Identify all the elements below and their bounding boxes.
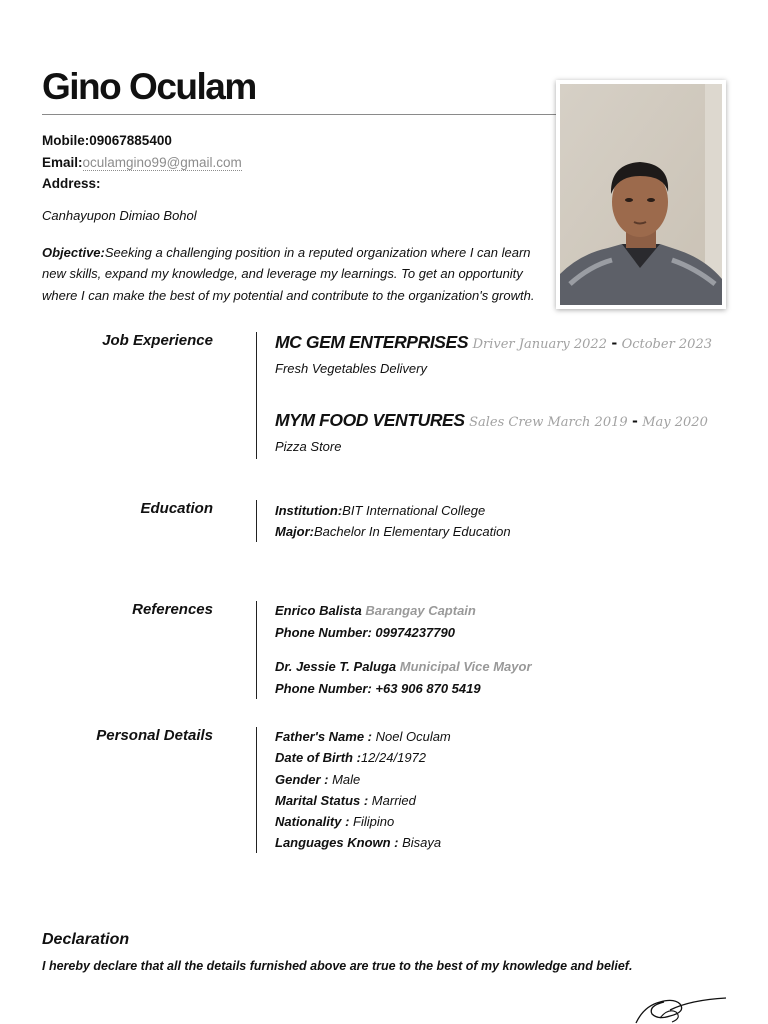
section-label-references: References (132, 601, 213, 618)
personal-value: Noel Oculam (372, 729, 451, 744)
section-label-education: Education (140, 500, 213, 517)
reference-entry (275, 600, 476, 644)
job-role: Sales Crew March 2019 (469, 415, 628, 430)
job-entry (275, 410, 708, 454)
personal-row (275, 726, 451, 747)
job-entry (275, 332, 712, 376)
address-value: Canhayupon Dimiao Bohol (42, 208, 197, 223)
personal-row (275, 832, 451, 853)
mobile-label: Mobile: (42, 133, 90, 148)
resume-name: Gino Oculam (42, 66, 256, 107)
email-line (42, 152, 242, 174)
major-value: Bachelor In Elementary Education (314, 524, 511, 540)
reference-phone: Phone Number: 09974237790 (275, 625, 455, 640)
personal-label: Marital Status : (275, 792, 369, 808)
address-line (42, 173, 242, 195)
declaration-title: Declaration (42, 931, 130, 948)
personal-row (275, 811, 451, 832)
job-description: Pizza Store (275, 439, 342, 454)
reference-name: Enrico Balista (275, 603, 362, 618)
institution-label: Institution: (275, 503, 343, 518)
reference-entry (275, 656, 532, 700)
reference-name: Dr. Jessie T. Paluga (275, 659, 397, 674)
personal-label: Father's Name : (275, 729, 373, 744)
major-label: Major: (275, 524, 314, 540)
institution-line (275, 500, 511, 521)
job-divider (256, 332, 257, 459)
personal-label: Nationality : (275, 814, 350, 830)
objective-label: Objective: (42, 245, 105, 260)
section-label-personal-details: Personal Details (96, 727, 213, 744)
personal-value: Male (328, 771, 361, 787)
personal-row (275, 769, 451, 790)
objective-text: Seeking a challenging position in a reputed organization where I can learn new skills, expand my knowledge, and leverage my learnings. To get an opportunity where I can make the best of my potential and contribute to the organization's growth. (42, 245, 535, 303)
personal-divider (256, 727, 257, 853)
personal-row (275, 747, 451, 768)
objective (42, 242, 557, 306)
job-description: Fresh Vegetables Delivery (275, 361, 427, 376)
email-label: Email: (42, 154, 83, 170)
date-dash: - (632, 411, 638, 430)
institution-value: BIT International College (342, 503, 486, 518)
education-details (275, 500, 511, 543)
personal-label: Gender : (275, 771, 329, 787)
references-divider (256, 601, 257, 699)
education-divider (256, 500, 257, 542)
reference-title: Barangay Captain (365, 603, 476, 618)
major-line (275, 521, 511, 542)
address-label: Address: (42, 176, 101, 191)
header-divider (42, 114, 556, 115)
profile-photo-image (560, 84, 722, 305)
section-label-job-experience: Job Experience (102, 332, 213, 349)
personal-row (275, 790, 451, 811)
email-link[interactable]: oculamgino99@gmail.com (82, 154, 242, 170)
mobile-line (42, 130, 242, 152)
personal-details (275, 726, 451, 854)
personal-value: Filipino (349, 814, 395, 830)
job-role: Driver January 2022 (472, 337, 607, 352)
date-dash: - (611, 333, 618, 352)
reference-title: Municipal Vice Mayor (399, 659, 532, 674)
personal-value: Bisaya (398, 835, 442, 851)
personal-value: 12/24/1972 (360, 750, 427, 766)
reference-phone: Phone Number: +63 906 870 5419 (275, 681, 481, 696)
mobile-value: 09067885400 (89, 133, 172, 148)
personal-label: Languages Known : (275, 835, 399, 851)
job-end-date: May 2020 (642, 415, 708, 430)
personal-value: Married (368, 792, 416, 808)
job-company: MYM FOOD VENTURES (275, 410, 465, 430)
signature-image (630, 992, 730, 1024)
job-company: MC GEM ENTERPRISES (275, 332, 469, 352)
profile-photo (556, 80, 726, 309)
personal-label: Date of Birth : (275, 750, 361, 766)
contact-block (42, 130, 242, 195)
job-end-date: October 2023 (621, 337, 712, 352)
declaration-text: I hereby declare that all the details furnished above are true to the best of my knowledge and belief. (42, 959, 633, 973)
